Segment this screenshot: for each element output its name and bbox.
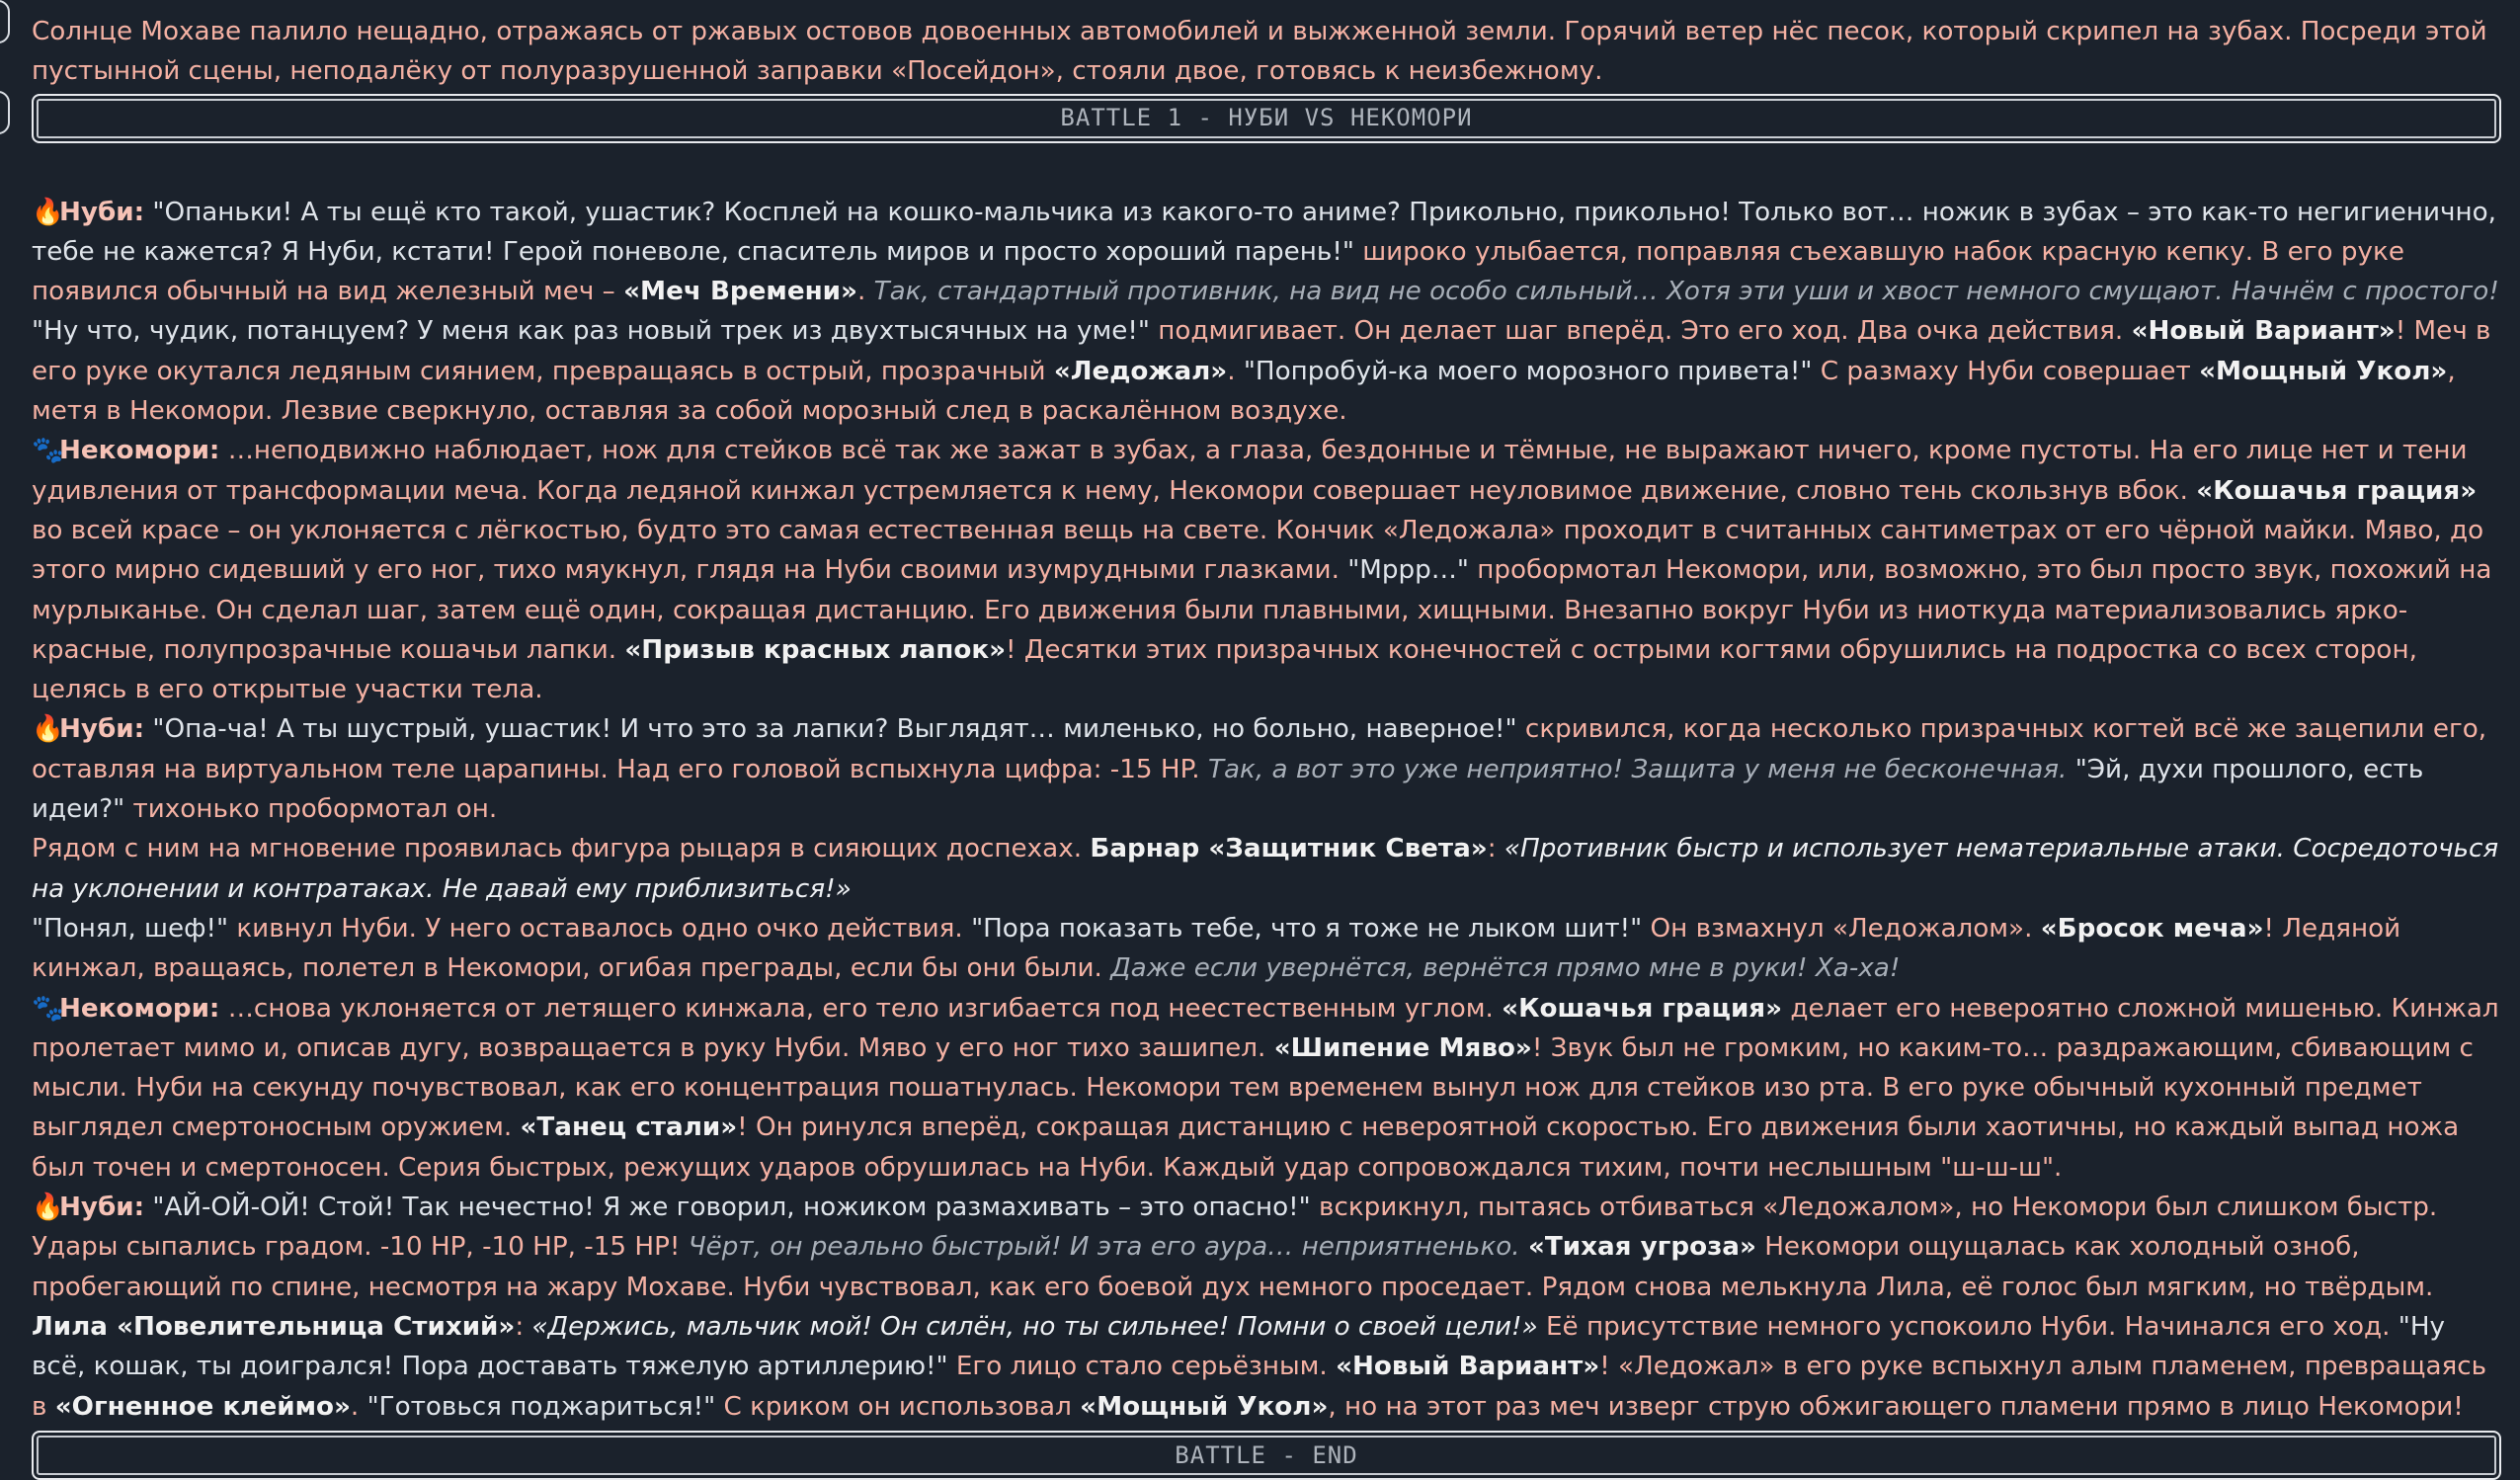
thought: Так, стандартный противник, на вид не особо сильный… Хотя эти уши и хвост немного смущают. Начнём с простого! bbox=[873, 277, 2499, 307]
speech: "Понял, шеф!" bbox=[32, 913, 229, 944]
narration: ! Он ринулся вперёд, сокращая дистанцию с невероятной скоростью. Его движения были хаотичны, но каждый выпад ножа был точен и смертоносен. Серия быстрых, режущих ударов обрушилась на Нуби. Каждый удар сопровождался тихим, почти неслышным "ш-ш-ш". bbox=[32, 1112, 2460, 1183]
narration: С криком он использовал bbox=[715, 1391, 1081, 1422]
ally-name: Лила «Повелительница Стихий» bbox=[32, 1311, 516, 1342]
narration: пробормотал Некомори, или, возможно, это был просто звук, похожий на мурлыканье. Он сделал шаг, затем ещё один, сокращая дистанцию. Его движения были плавными, хищными. Внезапно вокруг Нуби из ниоткуда материализовались ярко-красные, полупрозрачные кошачьи лапки. bbox=[32, 555, 2492, 665]
narration: , но на этот раз меч изверг струю обжигающего пламени прямо в лицо Некомори! bbox=[1328, 1391, 2464, 1422]
skill-name: «Ледожал» bbox=[1053, 356, 1228, 386]
narration: ! Десятки этих призрачных конечностей с острыми когтями обрушились на подростка со всех сторон, целясь в его открытые участки тела. bbox=[32, 634, 2417, 705]
speaker-nubi: Нуби: bbox=[59, 197, 145, 227]
skill-name: «Огненное клеймо» bbox=[54, 1391, 351, 1422]
speech: "Мррр…" bbox=[1347, 555, 1469, 586]
narration: Её присутствие немного успокоило Нуби. Начинался его ход. bbox=[1537, 1311, 2398, 1342]
ally-name: Барнар «Защитник Света» bbox=[1090, 834, 1488, 864]
speech: "Опаньки! А ты ещё кто такой, ушастик? Косплей на кошко-мальчика из какого-то аниме? Прикольно, прикольно! Только вот… ножик в зубах – это как-то негигиенично, тебе не кажется? Я Нуби, кстати! Герой поневоле, спаситель миров и просто хороший парень!" bbox=[32, 197, 2496, 267]
narration: подмигивает. Он делает шаг вперёд. Это его ход. Два очка действия. bbox=[1149, 316, 2132, 347]
narration: …неподвижно наблюдает, нож для стейков всё так же зажат в зубах, а глаза, бездонные и тёмные, не выражают ничего, кроме пустоты. На его лице нет и тени удивления от трансформации меча. Когда ледяной кинжал устремляется к нему, Некомори совершает неуловимое движение, словно тень скользнув вбок. bbox=[32, 436, 2468, 506]
thought: Так, а вот это уже неприятно! Защита у меня не бесконечная. bbox=[1207, 754, 2068, 784]
skill-name: «Кошачья грация» bbox=[1502, 993, 1783, 1024]
nubi-turn-2 bbox=[32, 709, 2501, 829]
scroll-edge-handle-bottom[interactable] bbox=[0, 91, 10, 134]
narration: ! Ледяной кинжал, вращаясь, полетел в Некомори, огибая преграды, если бы они были. bbox=[32, 913, 2401, 984]
narration: ! Звук был не громким, но каким-то… раздражающим, сбивающим с мысли. Нуби на секунду почувствовал, как его концентрация пошатнулась. Некомори тем временем вынул нож для стейков изо рта. В его руке обычный кухонный предмет выглядел смертоносным оружием. bbox=[32, 1032, 2474, 1143]
skill-name: «Шипение Мяво» bbox=[1273, 1032, 1532, 1063]
speech: "Готовься поджариться!" bbox=[366, 1391, 716, 1422]
thought: Даже если увернётся, вернётся прямо мне в руки! Ха-ха! bbox=[1110, 953, 1901, 984]
speaker-nubi: Нуби: bbox=[59, 714, 145, 745]
narration: Его лицо стало серьёзным. bbox=[947, 1352, 1337, 1382]
narration: . bbox=[856, 277, 874, 307]
barnar-advice bbox=[32, 829, 2501, 909]
narration: . bbox=[1227, 356, 1244, 386]
fire-icon: 🔥 bbox=[32, 1192, 64, 1223]
nubi-turn-3 bbox=[32, 1188, 2501, 1427]
nekomori-turn-2 bbox=[32, 989, 2501, 1188]
narration: : bbox=[1487, 834, 1504, 864]
speech: "Пора показать тебе, что я тоже не лыком шит!" bbox=[971, 913, 1643, 944]
ally-quote: «Держись, мальчик мой! Он силён, но ты сильнее! Помни о своей цели!» bbox=[531, 1311, 1538, 1342]
narration: С размаху Нуби совершает bbox=[1812, 356, 2200, 386]
narration: кивнул Нуби. У него оставалось одно очко действия. bbox=[228, 913, 972, 944]
narration: во всей красе – он уклоняется с лёгкостью, будто это самая естественная вещь на свете. Кончик «Ледожала» проходит в считанных сантиметрах от его чёрной майки. Мяво, до этого мирно сидевший у его ног, тихо мяукнул, глядя на Нуби своими изумрудными глазками. bbox=[32, 515, 2484, 586]
narration: широко улыбается, поправляя съехавшую набок красную кепку. В его руке появился обычный на вид железный меч – bbox=[32, 236, 2404, 307]
narration bbox=[1520, 1232, 1528, 1262]
speech: "Ну всё, кошак, ты доигрался! Пора доставать тяжелую артиллерию!" bbox=[32, 1311, 2446, 1382]
battle-header-box bbox=[32, 94, 2501, 143]
narration: ! Меч в его руке окутался ледяным сиянием, превращаясь в острый, прозрачный bbox=[32, 316, 2491, 386]
skill-name: «Мощный Укол» bbox=[2199, 356, 2448, 386]
spacer bbox=[32, 143, 2501, 193]
narration: …снова уклоняется от летящего кинжала, его тело изгибается под неестественным углом. bbox=[219, 993, 1503, 1024]
narration: . bbox=[350, 1391, 367, 1422]
speech: "Опа-ча! А ты шустрый, ушастик! И что это за лапки? Выглядят… миленько, но больно, наверное!" bbox=[144, 714, 1517, 745]
paw-icon: 🐾 bbox=[32, 993, 64, 1024]
speaker-nekomori: Некомори: bbox=[59, 993, 220, 1024]
skill-name: «Танец стали» bbox=[520, 1112, 738, 1143]
story-message bbox=[32, 12, 2501, 1480]
skill-name: «Новый Вариант» bbox=[2131, 316, 2396, 347]
skill-name: «Меч Времени» bbox=[623, 277, 857, 307]
fire-icon: 🔥 bbox=[32, 197, 64, 227]
fire-icon: 🔥 bbox=[32, 714, 64, 745]
narration: тихонько пробормотал он. bbox=[124, 794, 498, 825]
skill-name: «Кошачья грация» bbox=[2196, 475, 2478, 506]
narration: делает его невероятно сложной мишенью. Кинжал пролетает мимо и, описав дугу, возвращается в руку Нуби. Мяво у его ног тихо зашипел. bbox=[32, 993, 2499, 1063]
speech: "Ну что, чудик, потанцуем? У меня как раз новый трек из двухтысячных на уме!" bbox=[32, 316, 1150, 347]
paw-icon: 🐾 bbox=[32, 436, 64, 466]
speech: "АЙ-ОЙ-ОЙ! Стой! Так нечестно! Я же говорил, ножиком размахивать – это опасно!" bbox=[144, 1192, 1311, 1223]
narration: Некомори ощущалась как холодный озноб, пробегающий по спине, несмотря на жару Мохаве. Нуби чувствовал, как его боевой дух немного проседает. Рядом снова мелькнула Лила, её голос был мягким, но твёрдым. bbox=[32, 1232, 2434, 1302]
scroll-edge-handle-top[interactable] bbox=[0, 0, 10, 43]
skill-name: «Бросок меча» bbox=[2040, 913, 2264, 944]
speaker-nekomori: Некомори: bbox=[59, 436, 220, 466]
narration: скривился, когда несколько призрачных когтей всё же зацепили его, оставляя на виртуальном теле царапины. Над его головой вспыхнула цифра: -15 HP. bbox=[32, 714, 2487, 784]
skill-name: «Мощный Укол» bbox=[1080, 1391, 1329, 1422]
narration: , метя в Некомори. Лезвие сверкнуло, оставляя за собой морозный след в раскалённом воздухе. bbox=[32, 356, 2456, 427]
battle-end-label: BATTLE - END bbox=[1175, 1440, 1358, 1469]
battle-end-box bbox=[32, 1431, 2501, 1480]
narration: : bbox=[515, 1311, 532, 1342]
skill-name: «Призыв красных лапок» bbox=[624, 634, 1007, 665]
thought: Чёрт, он реально быстрый! И эта его аура… неприятненько. bbox=[688, 1232, 1520, 1263]
speech: "Эй, духи прошлого, есть идеи?" bbox=[32, 754, 2424, 825]
nubi-throw bbox=[32, 909, 2501, 989]
ally-quote: «Противник быстр и использует нематериальные атаки. Сосредоточься на уклонении и контратаках. Не давай ему приблизиться!» bbox=[32, 834, 2499, 904]
nekomori-turn-1 bbox=[32, 431, 2501, 709]
speaker-nubi: Нуби: bbox=[59, 1192, 145, 1223]
narration: вскрикнул, пытаясь отбиваться «Ледожалом», но Некомори был слишком быстр. Удары сыпались градом. -10 HP, -10 HP, -15 HP! bbox=[32, 1192, 2438, 1263]
skill-name: «Новый Вариант» bbox=[1336, 1352, 1600, 1382]
speech: "Попробуй-ка моего морозного привета!" bbox=[1243, 356, 1813, 386]
narration: ! «Ледожал» в его руке вспыхнул алым пламенем, превращаясь в bbox=[32, 1352, 2487, 1422]
nubi-turn-1 bbox=[32, 193, 2501, 432]
intro-paragraph: Солнце Мохаве палило нещадно, отражаясь от ржавых остовов довоенных автомобилей и выжженной земли. Горячий ветер нёс песок, который скрипел на зубах. Посреди этой пустынной сцены, неподалёку от полуразрушенной заправки «Посейдон», стояли двое, готовясь к неизбежному. bbox=[32, 17, 2487, 87]
narration: Рядом с ним на мгновение проявилась фигура рыцаря в сияющих доспехах. bbox=[32, 834, 1091, 864]
skill-name: «Тихая угроза» bbox=[1527, 1232, 1756, 1263]
battle-header-label: BATTLE 1 - НУБИ VS НЕКОМОРИ bbox=[1060, 104, 1473, 132]
narration: Он взмахнул «Ледожалом». bbox=[1642, 913, 2041, 944]
